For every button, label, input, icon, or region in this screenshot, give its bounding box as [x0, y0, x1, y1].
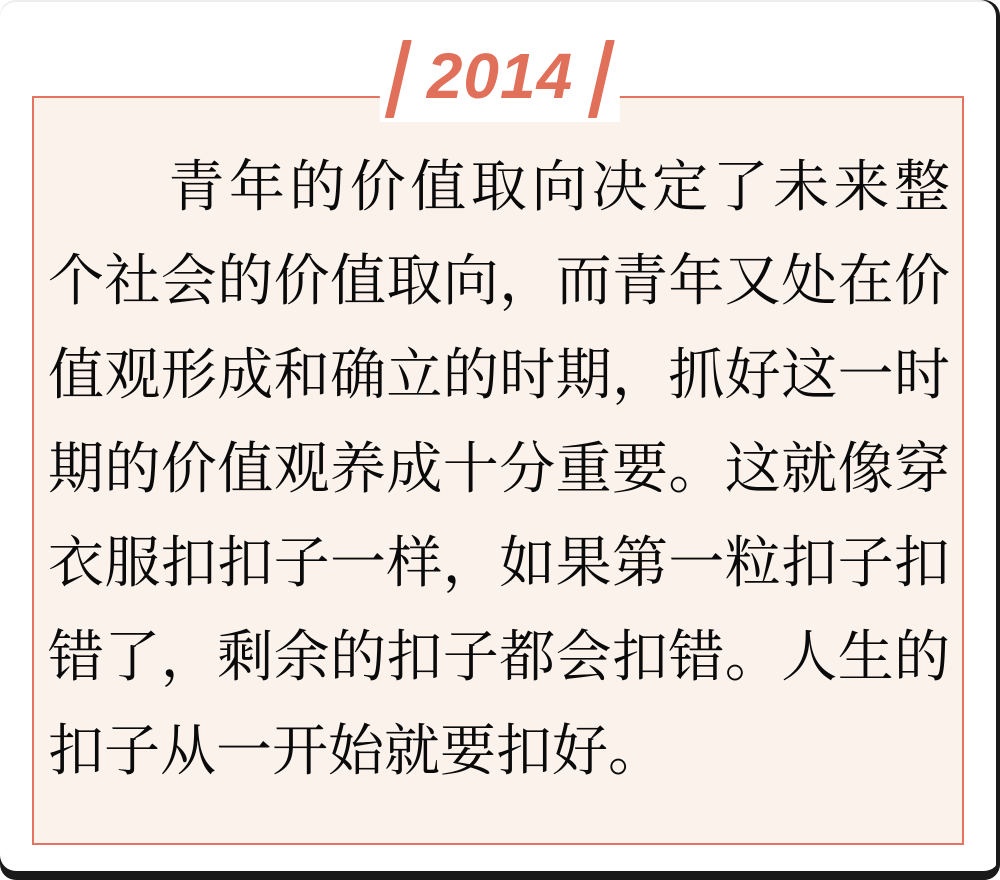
year-text: 2014	[426, 40, 574, 112]
year-title	[380, 36, 620, 122]
title-bar-left	[385, 40, 412, 118]
quote-box	[32, 96, 964, 845]
quote-text: 青年的价值取向决定了未来整个社会的价值取向，而青年又处在价值观形成和确立的时期，抓好这一时期的价值观养成十分重要。这就像穿衣服扣扣子一样，如果第一粒扣子扣错了，剩余的扣子都会扣错。人生的扣子从一开始就要扣好。	[48, 155, 950, 782]
title-bar-right	[588, 40, 615, 118]
